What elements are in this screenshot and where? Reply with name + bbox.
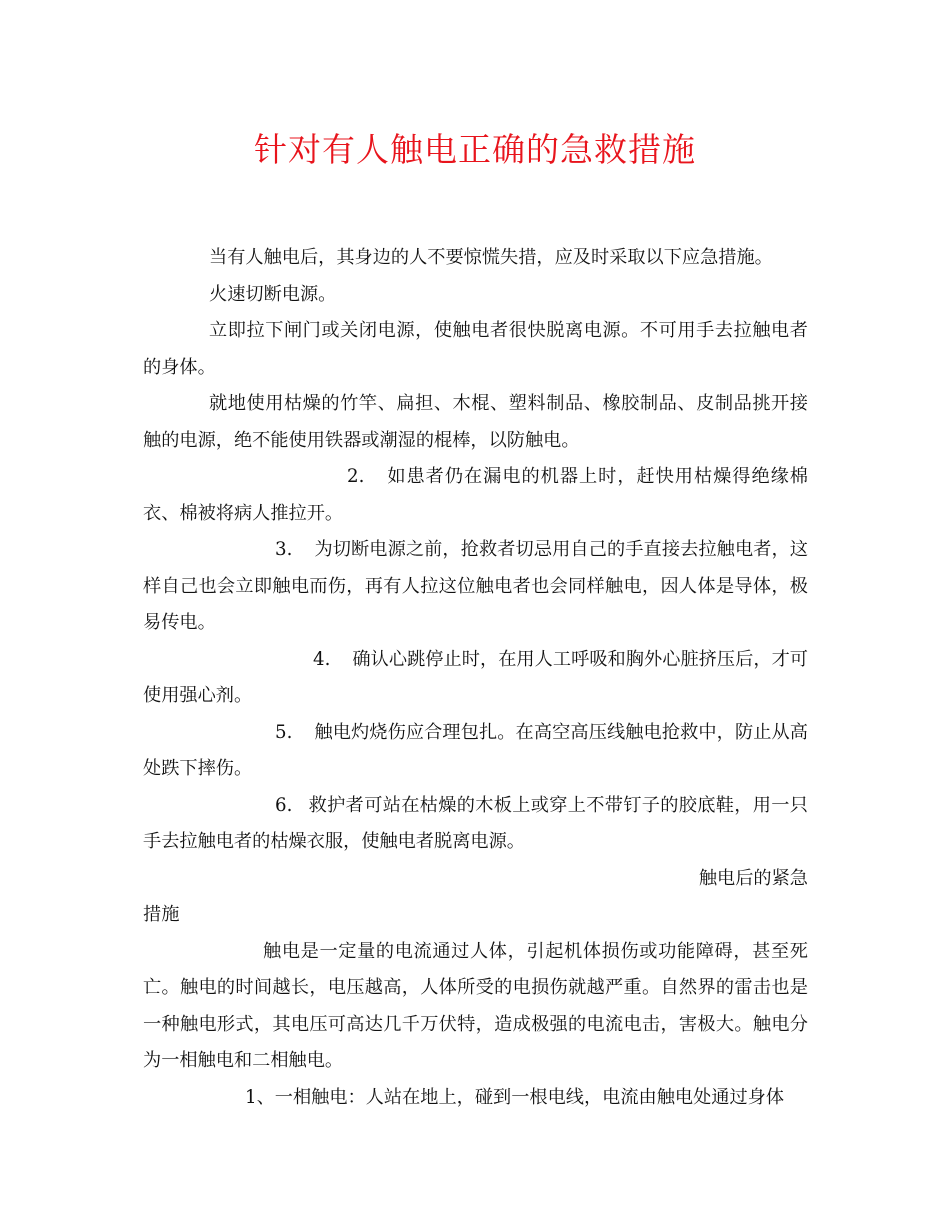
paragraph-pull-switch: 立即拉下闸门或关闭电源，使触电者很快脱离电源。不可用手去拉触电者的身体。	[143, 320, 808, 378]
item-number: 2.	[347, 466, 365, 487]
item-text: 如患者仍在漏电的机器上时，赶快用枯燥得绝缘棉衣、棉被将病人推拉开。	[143, 466, 808, 524]
paragraph-item-5	[143, 715, 808, 788]
paragraph-item-3	[143, 532, 808, 642]
paragraph-dry-pole: 就地使用枯燥的竹竿、扁担、木棍、塑料制品、橡胶制品、皮制品挑开接触的电源，绝不能使用铁器或潮湿的棍棒，以防触电。	[143, 393, 808, 451]
item-number: 6.	[275, 794, 293, 816]
paragraph-item-6	[143, 788, 808, 861]
document-title: 针对有人触电正确的急救措施	[254, 130, 696, 169]
item-number: 5.	[275, 721, 293, 743]
paragraph-cut-power: 火速切断电源。	[209, 283, 337, 305]
paragraph-intro: 当有人触电后，其身边的人不要惊慌失措，应及时采取以下应急措施。	[209, 247, 773, 268]
item-text: 触电灼烧伤应合理包扎。在高空高压线触电抢救中，防止从高处跌下摔伤。	[143, 721, 808, 779]
paragraph-item-2	[143, 459, 808, 532]
item-text: 为切断电源之前，抢救者切忌用自己的手直接去拉触电者，这样自己也会立即触电而伤，再有人拉这位触电者也会同样触电，因人体是导体，极易传电。	[143, 539, 808, 633]
item-number: 4.	[313, 648, 331, 670]
paragraph-single-phase: 1、一相触电：人站在地上，碰到一根电线，电流由触电处通过身体	[245, 1086, 785, 1108]
document-body	[143, 240, 808, 1116]
section-heading-right: 触电后的紧急	[698, 867, 808, 889]
item-text: 确认心跳停止时，在用人工呼吸和胸外心脏挤压后，才可使用强心剂。	[143, 648, 808, 706]
paragraph-electric-shock-definition: 触电是一定量的电流通过人体，引起机体损伤或功能障碍，甚至死亡。触电的时间越长，电压越高，人体所受的电损伤就越严重。自然界的雷击也是一种触电形式，其电压可高达几千万伏特，造成极强的电流电击，害极大。触电分为一相触电和二相触电。	[143, 940, 808, 1071]
paragraph-item-4	[143, 642, 808, 715]
item-text: 救护者可站在枯燥的木板上或穿上不带钉子的胶底鞋，用一只手去拉触电者的枯燥衣服，使触电者脱离电源。	[143, 794, 808, 852]
section-heading-continuation: 措施	[143, 904, 180, 925]
item-number: 3.	[275, 539, 293, 560]
